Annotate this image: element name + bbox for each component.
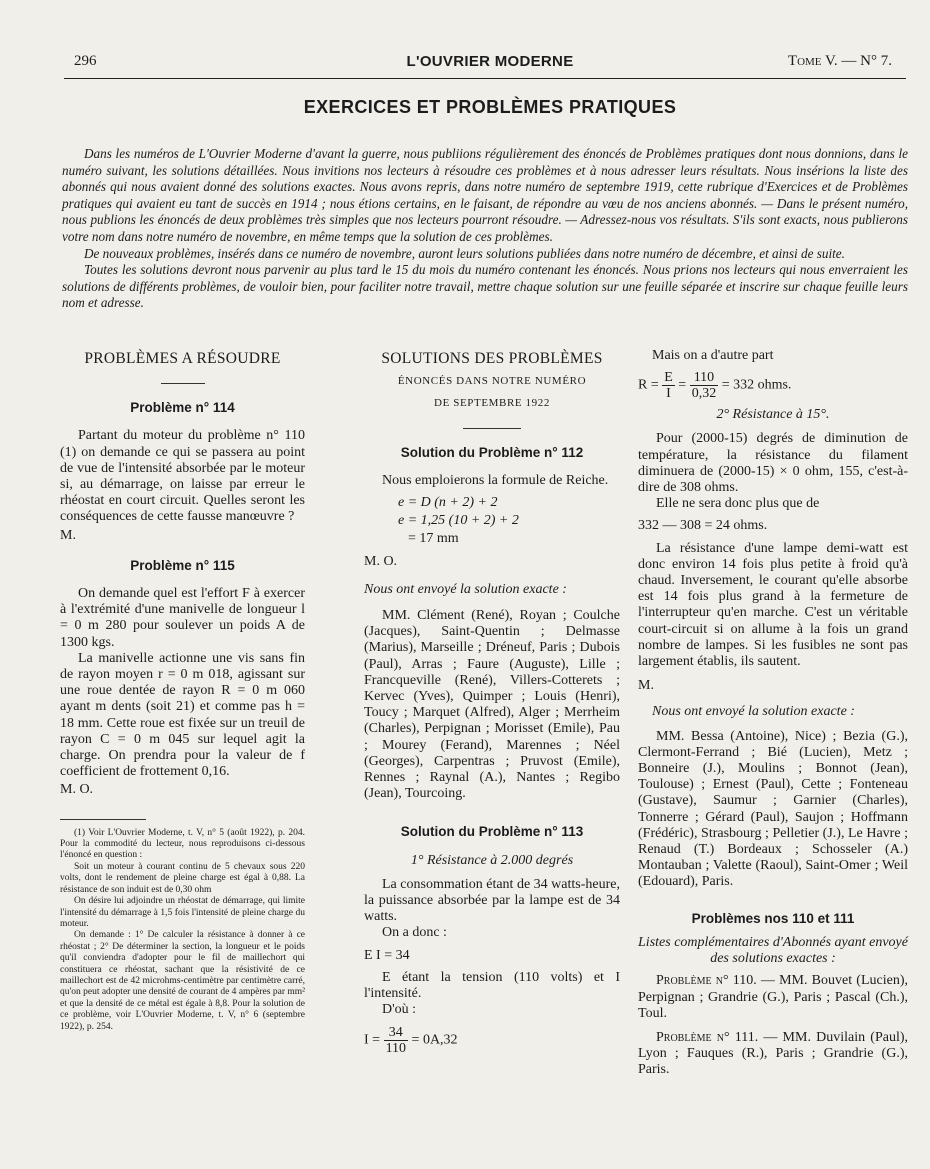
solution-text: E étant la tension (110 volts) et I l'intensité. <box>364 969 620 1002</box>
header-rule <box>64 78 906 79</box>
footnote-line: On désire lui adjoindre un rhéostat de démarrage, qui limite l'intensité du démarrage à 1,5 fois l'intensité de pleine charge du moteur. <box>60 896 305 929</box>
solution-text: La résistance d'une lampe demi-watt est donc environ 14 fois plus petite à froid qu'à chaud. Inversement, le courant qu'elle absorbe est 14 fois plus grand à la fermeture de l'interrupteur qu'en marche. C'est un véritable court-circuit si on allume à la fois un grand nombre de lampes. Si les fusibles ne sont pas largement établis, ils sautent. <box>638 540 908 670</box>
solution-text: D'où : <box>382 1002 417 1018</box>
column-continued <box>638 345 908 1079</box>
fraction <box>690 370 719 401</box>
complement-names: — MM. Bouvet (Lucien), Perpignan ; Grandrie (G.), Paris ; Pascal (Ch.), Toul. <box>638 973 909 1021</box>
equation: e = D (n + 2) + 2 <box>398 495 498 511</box>
equation-part: = 332 ohms. <box>721 377 792 393</box>
problem-title: Problème n° 114 <box>130 400 235 416</box>
intro-text <box>62 146 908 312</box>
page-number: 296 <box>74 53 97 69</box>
problem-text: Partant du moteur du problème n° 110 (1) on demande ce qui se passera au point de vue de l'intensité absorbée par le moteur si, au démarrage, on laisse par erreur le rhéostat en court circuit. Quelles seront les conséquences de cette fausse manœuvre ? <box>60 428 305 525</box>
page-header <box>74 53 906 75</box>
numerator: 34 <box>384 1025 408 1041</box>
problem-label: Problème n° 110. <box>656 973 757 989</box>
solution-title: Solution du Problème n° 112 <box>400 444 584 460</box>
divider <box>161 383 205 384</box>
column-problems <box>60 345 305 1033</box>
intro-paragraph: De nouveaux problèmes, insérés dans ce numéro de novembre, auront leurs solutions publiées dans notre numéro de décembre, et ainsi de suite. <box>84 245 845 261</box>
complement-list <box>638 973 908 1022</box>
intro-paragraph: Dans les numéros de L'Ouvrier Moderne d'avant la guerre, nous publiions régulièrement des énoncés de Problèmes pratiques dont nous donnions, dans le numéro suivant, les solutions détaillées. Nous invitions nos lecteurs à résoudre ces problèmes et à nous adresser leurs résultats. Nous insérions la liste des abonnés qui nous avaient donné des solutions exactes. Nous avons repris, dans notre numéro de septembre 1919, cette rubrique d'Exercices et de Problèmes pratiques qui avaient eu tant de succès en 1914 ; nous étions certains, en le faisant, de répondre au vœu de nos anciens abonnés. — Dans le présent numéro, nous publions les énoncés de deux problèmes très simples que nos lecteurs pourront résoudre. — Adressez-nous vos résultats. S'ils sont exacts, nous publierons votre nom dans notre numéro de novembre, en même temps que la solution de ces problèmes. <box>62 146 908 244</box>
equation-part: = 0A,32 <box>411 1032 458 1048</box>
solution-title: Solution du Problème n° 113 <box>400 824 584 840</box>
footnote-rule <box>60 819 146 820</box>
numerator: E <box>664 370 673 386</box>
numerator: 110 <box>690 370 719 386</box>
footnote-line: (1) Voir L'Ouvrier Moderne, t. V, n° 5 (août 1922), p. 204. Pour la commodité du lecteur, nous reproduisons ci-dessous l'énoncé en question : <box>60 827 305 861</box>
problem-title: Problème n° 115 <box>130 557 235 573</box>
solution-text: La consommation étant de 34 watts-heure, la puissance absorbée par la lampe est de 34 watts. <box>364 876 620 925</box>
section-heading: SOLUTIONS DES PROBLÈMES <box>381 350 603 367</box>
complement-names: — MM. Duvilain (Paul), Lyon ; Fauques (R.), Paris ; Grandrie (G.), Paris. <box>638 1029 908 1078</box>
denominator: 110 <box>385 1040 407 1056</box>
problems-title: Problèmes nos 110 et 111 <box>691 910 855 926</box>
divider <box>463 428 521 429</box>
issue-label: Tome V. — N° 7. <box>787 53 892 69</box>
footnote-line: Soit un moteur à courant continu de 5 chevaux sous 220 volts, dont le rendement de pleine charge est égal à 0,88. La résistance de son induit est de 0,30 ohm <box>60 861 305 895</box>
equation-part: I = <box>364 1032 381 1048</box>
journal-title: L'OUVRIER MODERNE <box>406 53 574 70</box>
solution-text: Nous emploierons la formule de Reiche. <box>382 472 609 488</box>
denominator: 0,32 <box>691 386 717 402</box>
solution-text: On a donc : <box>382 925 447 941</box>
solution-text: Pour (2000-15) degrés de diminution de température, la résistance du filament diminuera de (2000-15) × 0 ohm, 155, c'est-à-dire de 308 ohms. <box>638 431 908 496</box>
complement-list <box>638 1030 908 1079</box>
problem-text: On demande quel est l'effort F à exercer à l'extrémité d'une manivelle de longueur l = 0 m 280 pour soulever un poids A de 1300 kgs. <box>60 586 305 650</box>
equation-part: R = <box>638 377 659 393</box>
section-heading: PROBLÈMES A RÉSOUDRE <box>84 350 281 367</box>
signature: M. <box>60 527 76 543</box>
section-subheading: DE SEPTEMBRE 1922 <box>434 397 550 410</box>
page-title: EXERCICES ET PROBLÈMES PRATIQUES <box>303 97 677 117</box>
intro-paragraph: Toutes les solutions devront nous parvenir au plus tard le 15 du mois du numéro contenant les énoncés. Nous prions nos lecteurs qui nous enverraient les solutions de différents problèmes, de vouloir bien, pour faciliter notre travail, mettre chaque solution sur une feuille séparée et inscrire sur chaque feuille leurs nom et adresse. <box>62 262 908 311</box>
problems-subtitle: Listes complémentaires d'Abonnés ayant envoyé des solutions exactes : <box>638 934 908 967</box>
signature: M. O. <box>60 782 94 798</box>
problem-text: La manivelle actionne une vis sans fin de rayon moyen r = 0 m 018, agissant sur une roue dentée de rayon R = 0 m 060 ayant m dents (soit 21) et comme pas h = 18 mm. Cette roue est fixée sur un treuil de rayon C = 0 m 045 sur lequel agit la charge. On prendra pour la valeur de f coefficient de frottement 0,16. <box>60 650 305 780</box>
footnote <box>60 828 305 1033</box>
fraction <box>662 370 675 401</box>
text: Mais on a d'autre part <box>652 348 774 363</box>
section-subheading: ÉNONCÉS DANS NOTRE NUMÉRO <box>397 375 587 388</box>
solution-subtitle: 2° Résistance à 15°. <box>716 407 830 423</box>
solution-text: Elle ne sera donc plus que de <box>656 496 820 512</box>
equation: = 17 mm <box>408 531 459 547</box>
solution-subtitle: 1° Résistance à 2.000 degrés <box>410 852 574 868</box>
problem-label: Problème n° 111. <box>656 1029 759 1045</box>
equation-part: = <box>678 377 687 393</box>
equation <box>638 370 908 401</box>
denominator: I <box>666 386 671 402</box>
column-solutions <box>364 345 620 1062</box>
signature: M. <box>638 678 654 694</box>
footnote-line: On demande : 1° De calculer la résistance à donner à ce rhéostat ; 2° De déterminer la section, la longueur et le poids qu'il conviendra d'adopter pour le fil de maillechort qui constituera ce rhéostat, sachant que la résistivité de ce maillechort est de 42 microhms-centimètre par centimètre carré, qu'on peut adopter une densité de courant de 4 ampères par mm² et que la densité de ce métal est égale à 8,8. Pour la solution de ce problème, voir L'Ouvrier Moderne, t. V, n° 6 (septembre 1922), p. 254. <box>60 930 305 1032</box>
solvers-list: MM. Clément (René), Royan ; Coulche (Jacques), Saint-Quentin ; Delmasse (Marius), Marseille ; Dréneuf, Paris ; Dubois (Paul), Arras ; Faure (Auguste), Lille ; Francqueville (René), Villers-Cotterets ; Kervec (Yves), Quimper ; Louis (Henri), Toucy ; Marquet (Alfred), Alger ; Merrheim (Charles), Perpignan ; Morisset (Emile), Pau ; Mourey (Ferand), Marennes ; Néel (Georges), Carpentras ; Pruvost (Emile), Rennes ; Raynal (A.), Nantes ; Regibo (Jean), Tourcoing. <box>364 608 620 802</box>
equation: e = 1,25 (10 + 2) + 2 <box>398 513 519 529</box>
solvers-list: MM. Bessa (Antoine), Nice) ; Bezia (G.), Clermont-Ferrand ; Bié (Lucien), Metz ; Bonneire (J.), Moulins ; Bonnot (Jean), Toulouse) ; Ernest (Paul), Cette ; Fonteneau (Gustave), Saumur ; Garnier (Charles), Tonnerre ; Gérard (Paul), Saujon ; Hoffmann (Frédéric), Strasbourg ; Pelletier (J.), Le Havre ; Renaud (T.) Bordeaux ; Schosseler (A.) Montauban ; Valette (Raoul), Saint-Omer ; Weil (Edouard), Paris. <box>638 728 908 890</box>
solvers-label: Nous ont envoyé la solution exacte : <box>364 581 567 597</box>
equation <box>364 1025 620 1056</box>
solvers-label: Nous ont envoyé la solution exacte : <box>652 704 855 720</box>
equation: E I = 34 <box>364 947 410 963</box>
fraction <box>384 1025 408 1056</box>
signature: M. O. <box>364 553 398 569</box>
equation: 332 — 308 = 24 ohms. <box>638 518 768 534</box>
